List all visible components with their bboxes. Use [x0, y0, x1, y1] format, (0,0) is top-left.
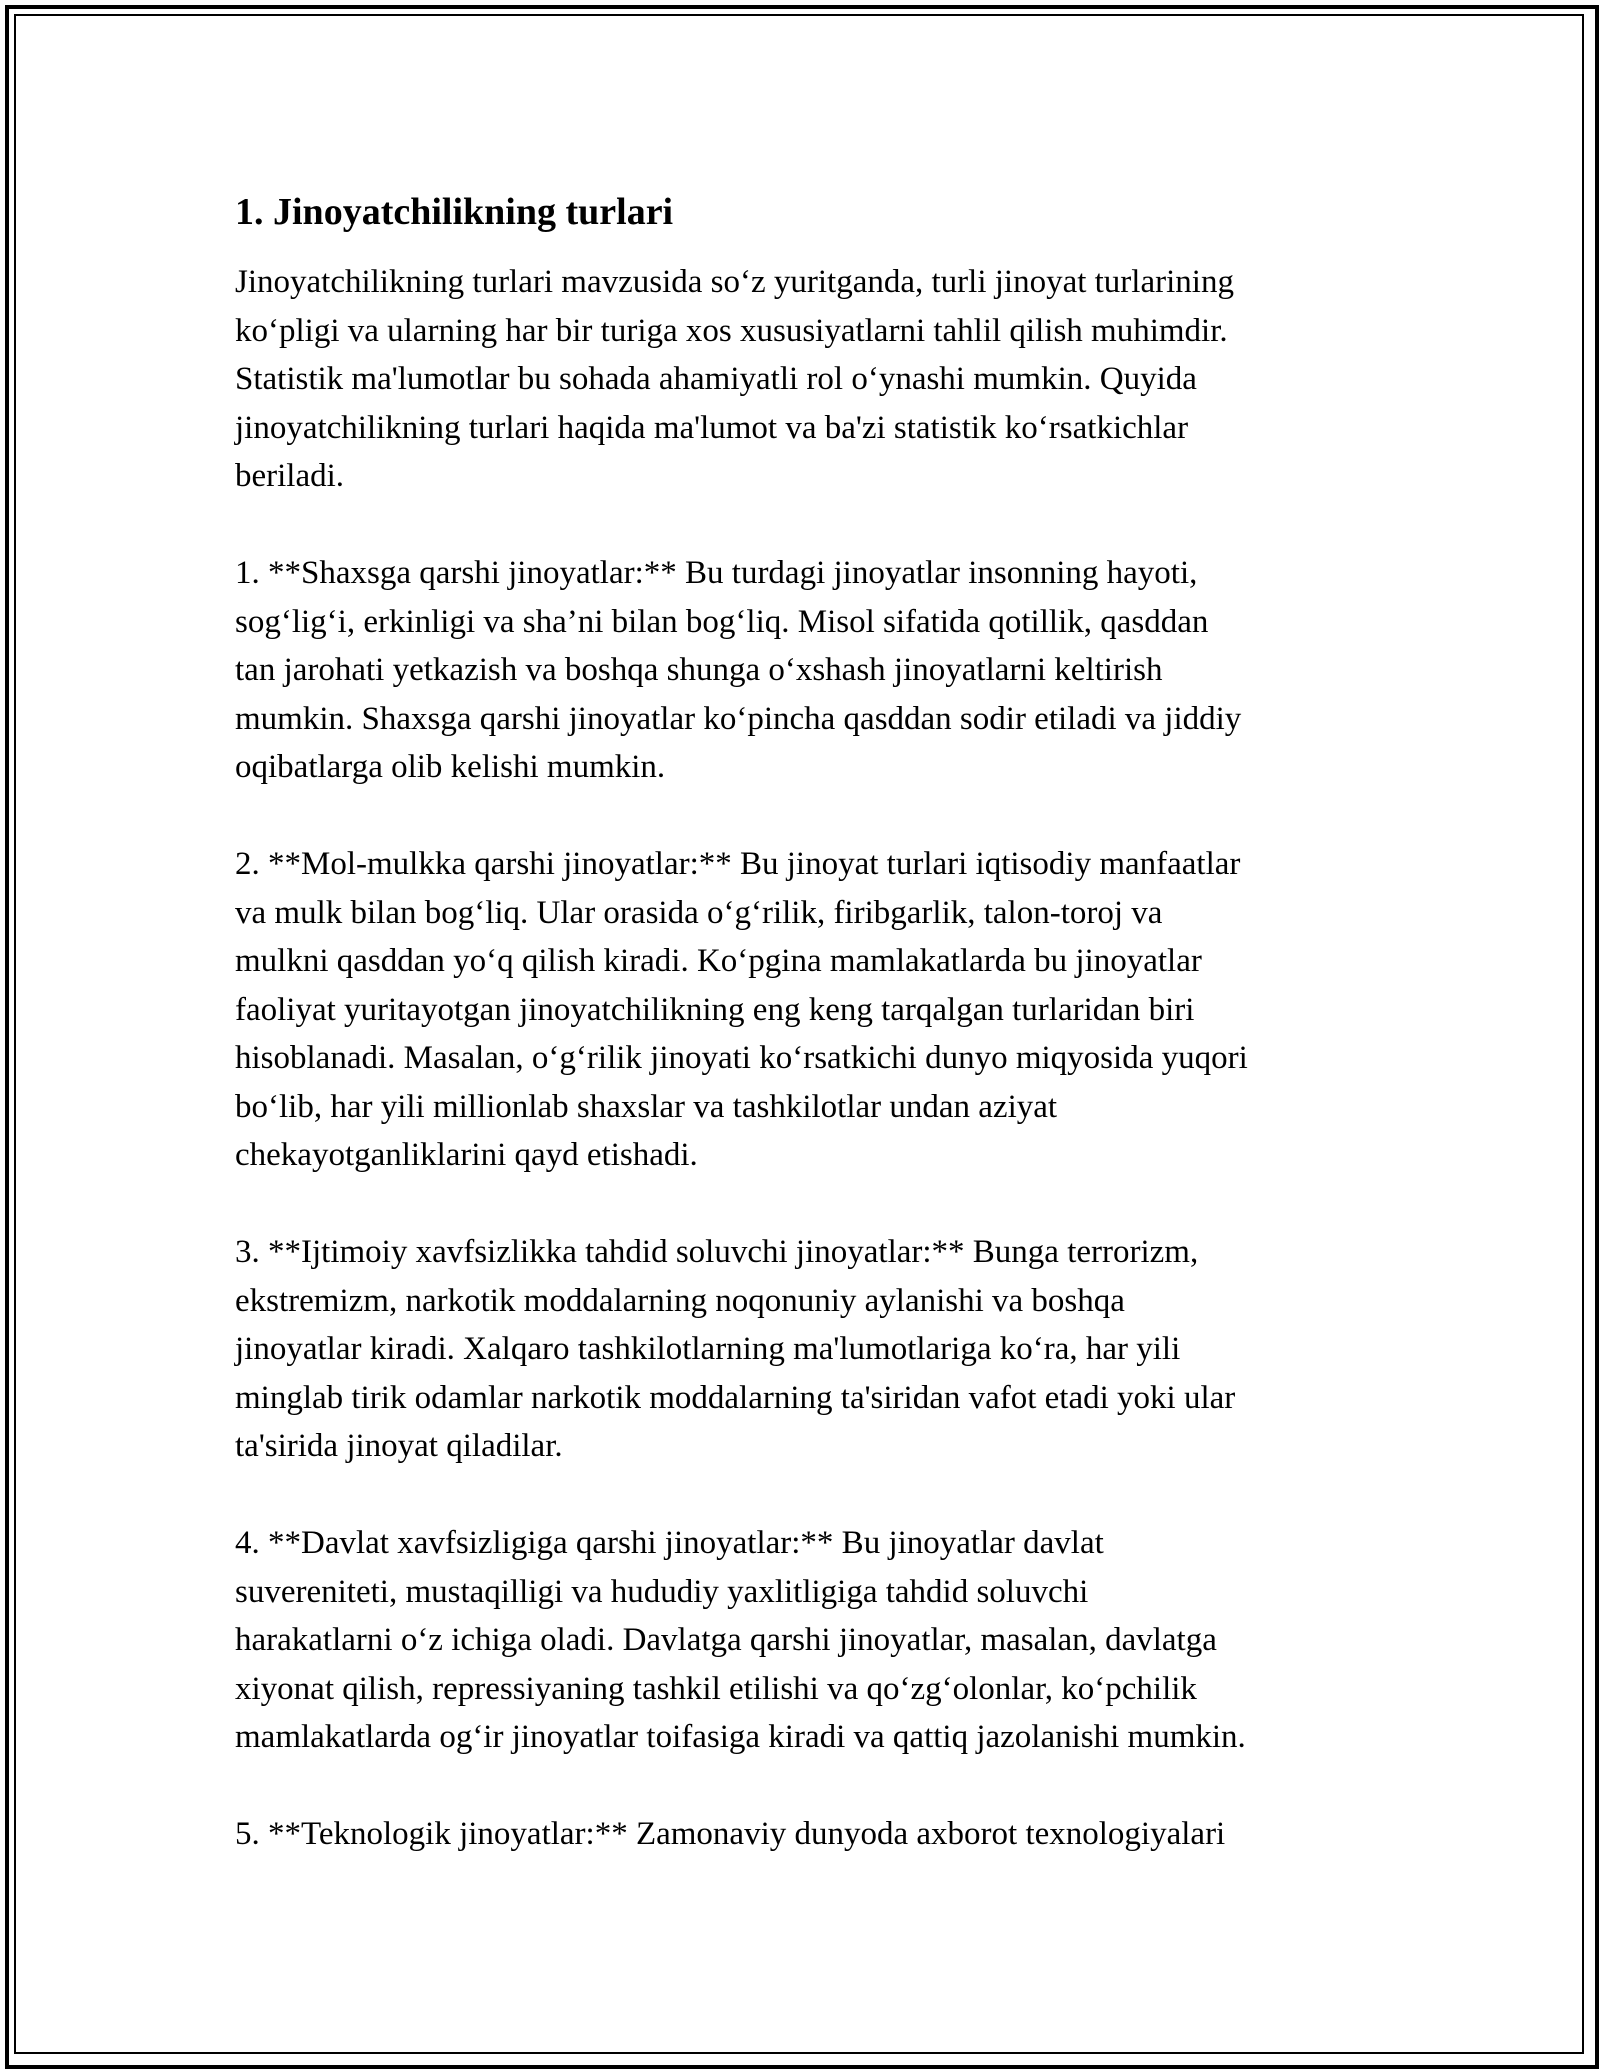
list-item-person-crimes: [235, 549, 1375, 792]
text-line: va mulk bilan bog‘liq. Ular orasida o‘g‘rilik, firibgarlik, talon-toroj va: [235, 894, 1163, 931]
text-line: hisoblanadi. Masalan, o‘g‘rilik jinoyati ko‘rsatkichi dunyo miqyosida yuqori: [235, 1040, 1248, 1076]
document-body: [235, 186, 1375, 1859]
text-line: Jinoyatchilikning turlari mavzusida so‘z yuritganda, turli jinoyat turlarining: [235, 264, 1234, 300]
text-line: oqibatlarga olib kelishi mumkin.: [235, 749, 666, 785]
text-line: beriladi.: [235, 458, 345, 494]
text-line: Statistik ma'lumotlar bu sohada ahamiyatli rol o‘ynashi mumkin. Quyida: [235, 361, 1197, 397]
text-line: mulkni qasddan yo‘q qilish kiradi. Ko‘pgina mamlakatlarda bu jinoyatlar: [235, 943, 1202, 979]
text-line: ta'sirida jinoyat qiladilar.: [235, 1428, 563, 1464]
text-line: jinoyatchilikning turlari haqida ma'lumot va ba'zi statistik ko‘rsatkichlar: [235, 409, 1189, 446]
text-line: jinoyatlar kiradi. Xalqaro tashkilotlarning ma'lumotlariga ko‘ra, har yili: [235, 1331, 1181, 1367]
text-line: 5. **Teknologik jinoyatlar:** Zamonaviy dunyoda axborot texnologiyalari: [235, 1816, 1226, 1852]
text-line: bo‘lib, har yili millionlab shaxslar va tashkilotlar undan aziyat: [235, 1088, 1058, 1125]
text-line: sog‘lig‘i, erkinligi va sha’ni bilan bog‘liq. Misol sifatida qotillik, qasddan: [235, 603, 1209, 640]
text-line: 3. **Ijtimoiy xavfsizlikka tahdid soluvchi jinoyatlar:** Bunga terrorizm,: [235, 1234, 1199, 1270]
text-line: tan jarohati yetkazish va boshqa shunga o‘xshash jinoyatlarni keltirish: [235, 652, 1163, 688]
text-line: 1. **Shaxsga qarshi jinoyatlar:** Bu turdagi jinoyatlar insonning hayoti,: [235, 555, 1198, 591]
intro-paragraph: [235, 258, 1375, 501]
document-title: 1. Jinoyatchilikning turlari: [235, 191, 674, 233]
text-line: harakatlarni o‘z ichiga oladi. Davlatga qarshi jinoyatlar, masalan, davlatga: [235, 1622, 1217, 1658]
text-line: xiyonat qilish, repressiyaning tashkil etilishi va qo‘zg‘olonlar, ko‘pchilik: [235, 1670, 1197, 1707]
text-line: 2. **Mol-mulkka qarshi jinoyatlar:** Bu jinoyat turlari iqtisodiy manfaatlar: [235, 846, 1241, 882]
text-line: mamlakatlarda og‘ir jinoyatlar toifasiga kiradi va qattiq jazolanishi mumkin.: [235, 1719, 1246, 1755]
text-line: faoliyat yuritayotgan jinoyatchilikning eng keng tarqalgan turlaridan biri: [235, 991, 1195, 1028]
list-item-property-crimes: [235, 840, 1375, 1180]
text-line: chekayotganliklarini qayd etishadi.: [235, 1137, 698, 1173]
list-item-social-security-crimes: [235, 1228, 1375, 1471]
text-line: ekstremizm, narkotik moddalarning noqonuniy aylanishi va boshqa: [235, 1282, 1125, 1319]
text-line: 4. **Davlat xavfsizligiga qarshi jinoyatlar:** Bu jinoyatlar davlat: [235, 1525, 1104, 1561]
text-line: ko‘pligi va ularning har bir turiga xos xususiyatlarni tahlil qilish muhimdir.: [235, 312, 1228, 349]
list-item-technology-crimes: [235, 1810, 1375, 1859]
text-line: suvereniteti, mustaqilligi va hududiy yaxlitligiga tahdid soluvchi: [235, 1573, 1089, 1610]
text-line: mumkin. Shaxsga qarshi jinoyatlar ko‘pincha qasddan sodir etiladi va jiddiy: [235, 700, 1242, 737]
text-line: minglab tirik odamlar narkotik moddalarning ta'siridan vafot etadi yoki ular: [235, 1379, 1236, 1416]
list-item-state-security-crimes: [235, 1519, 1375, 1762]
